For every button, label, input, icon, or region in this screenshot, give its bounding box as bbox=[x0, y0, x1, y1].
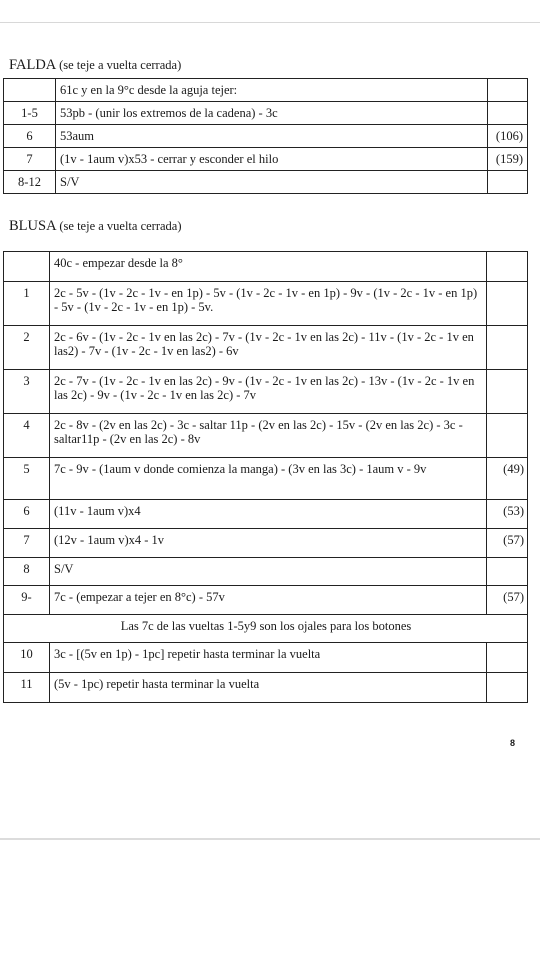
row-number-cell: 6 bbox=[4, 125, 56, 148]
blusa-section-title bbox=[9, 218, 182, 235]
row-number-cell: 3 bbox=[4, 370, 50, 414]
instruction-cell: (1v - 1aum v)x53 - cerrar y esconder el hilo bbox=[56, 148, 488, 171]
row-number-cell: 2 bbox=[4, 326, 50, 370]
table-row bbox=[4, 370, 528, 414]
row-number-cell: 1 bbox=[4, 282, 50, 326]
table-row bbox=[4, 125, 528, 148]
stitch-count-cell bbox=[488, 102, 528, 125]
buttonhole-note: Las 7c de las vueltas 1-5y9 son los ojales para los botones bbox=[4, 615, 528, 643]
instruction-cell: 40c - empezar desde la 8° bbox=[50, 252, 487, 282]
instruction-cell: 3c - [(5v en 1p) - 1pc] repetir hasta terminar la vuelta bbox=[50, 643, 487, 673]
stitch-count-cell: (57) bbox=[487, 586, 528, 615]
stitch-count-cell bbox=[487, 370, 528, 414]
instruction-cell: 2c - 7v - (1v - 2c - 1v en las 2c) - 9v - (1v - 2c - 1v en las 2c) - 13v - (1v - 2c - 1v en las 2c) - 9v - (1v - 2c - 1v en las 2c) - 7v bbox=[50, 370, 487, 414]
table-row bbox=[4, 643, 528, 673]
row-number-cell bbox=[4, 252, 50, 282]
row-number-cell: 7 bbox=[4, 148, 56, 171]
table-row bbox=[4, 171, 528, 194]
table-row bbox=[4, 79, 528, 102]
row-number-cell: 11 bbox=[4, 673, 50, 703]
table-row bbox=[4, 673, 528, 703]
falda-note: (se teje a vuelta cerrada) bbox=[59, 58, 182, 72]
stitch-count-cell bbox=[487, 558, 528, 586]
falda-table bbox=[3, 78, 528, 194]
falda-section-title bbox=[9, 57, 181, 74]
instruction-cell: 2c - 6v - (1v - 2c - 1v en las 2c) - 7v - (1v - 2c - 1v en las 2c) - 11v - (1v - 2c - 1v en las2) - 7v - (1v - 2c - 1v en las2) - 6v bbox=[50, 326, 487, 370]
stitch-count-cell bbox=[488, 171, 528, 194]
instruction-cell: 61c y en la 9°c desde la aguja tejer: bbox=[56, 79, 488, 102]
row-number-cell: 7 bbox=[4, 529, 50, 558]
stitch-count-cell: (159) bbox=[488, 148, 528, 171]
top-divider bbox=[0, 22, 540, 23]
stitch-count-cell bbox=[487, 252, 528, 282]
stitch-count-cell bbox=[487, 643, 528, 673]
table-row bbox=[4, 615, 528, 643]
instruction-cell: (5v - 1pc) repetir hasta terminar la vuelta bbox=[50, 673, 487, 703]
instruction-cell: S/V bbox=[56, 171, 488, 194]
instruction-cell: (11v - 1aum v)x4 bbox=[50, 500, 487, 529]
table-row bbox=[4, 252, 528, 282]
table-row bbox=[4, 326, 528, 370]
stitch-count-cell: (57) bbox=[487, 529, 528, 558]
row-number-cell: 4 bbox=[4, 414, 50, 458]
table-row bbox=[4, 458, 528, 500]
row-number-cell: 5 bbox=[4, 458, 50, 500]
page-number: 8 bbox=[510, 738, 516, 748]
stitch-count-cell bbox=[487, 673, 528, 703]
instruction-cell: 7c - 9v - (1aum v donde comienza la manga) - (3v en las 3c) - 1aum v - 9v bbox=[50, 458, 487, 500]
row-number-cell: 8 bbox=[4, 558, 50, 586]
row-number-cell: 8-12 bbox=[4, 171, 56, 194]
table-row bbox=[4, 500, 528, 529]
blusa-note: (se teje a vuelta cerrada) bbox=[59, 219, 182, 233]
instruction-cell: (12v - 1aum v)x4 - 1v bbox=[50, 529, 487, 558]
row-number-cell: 1-5 bbox=[4, 102, 56, 125]
row-number-cell: 9- bbox=[4, 586, 50, 615]
table-row bbox=[4, 414, 528, 458]
stitch-count-cell bbox=[488, 79, 528, 102]
table-row bbox=[4, 282, 528, 326]
blusa-table bbox=[3, 251, 528, 703]
stitch-count-cell bbox=[487, 282, 528, 326]
instruction-cell: S/V bbox=[50, 558, 487, 586]
table-row bbox=[4, 102, 528, 125]
instruction-cell: 2c - 5v - (1v - 2c - 1v - en 1p) - 5v - (1v - 2c - 1v - en 1p) - 9v - (1v - 2c - 1v - en 1p) - 5v - (1v - 2c - 1v - en 1p) - 5v. bbox=[50, 282, 487, 326]
row-number-cell: 6 bbox=[4, 500, 50, 529]
blusa-title: BLUSA bbox=[9, 218, 56, 234]
table-row bbox=[4, 586, 528, 615]
instruction-cell: 53aum bbox=[56, 125, 488, 148]
row-number-cell bbox=[4, 79, 56, 102]
stitch-count-cell bbox=[487, 414, 528, 458]
instruction-cell: 53pb - (unir los extremos de la cadena) - 3c bbox=[56, 102, 488, 125]
stitch-count-cell: (49) bbox=[487, 458, 528, 500]
stitch-count-cell: (106) bbox=[488, 125, 528, 148]
row-number-cell: 10 bbox=[4, 643, 50, 673]
stitch-count-cell bbox=[487, 326, 528, 370]
table-row bbox=[4, 558, 528, 586]
bottom-divider bbox=[0, 838, 540, 840]
instruction-cell: 2c - 8v - (2v en las 2c) - 3c - saltar 11p - (2v en las 2c) - 15v - (2v en las 2c) - 3c - saltar11p - (2v en las 2c) - 8v bbox=[50, 414, 487, 458]
stitch-count-cell: (53) bbox=[487, 500, 528, 529]
falda-title: FALDA bbox=[9, 57, 56, 73]
table-row bbox=[4, 148, 528, 171]
instruction-cell: 7c - (empezar a tejer en 8°c) - 57v bbox=[50, 586, 487, 615]
bottom-blank-area bbox=[0, 838, 540, 960]
table-row bbox=[4, 529, 528, 558]
